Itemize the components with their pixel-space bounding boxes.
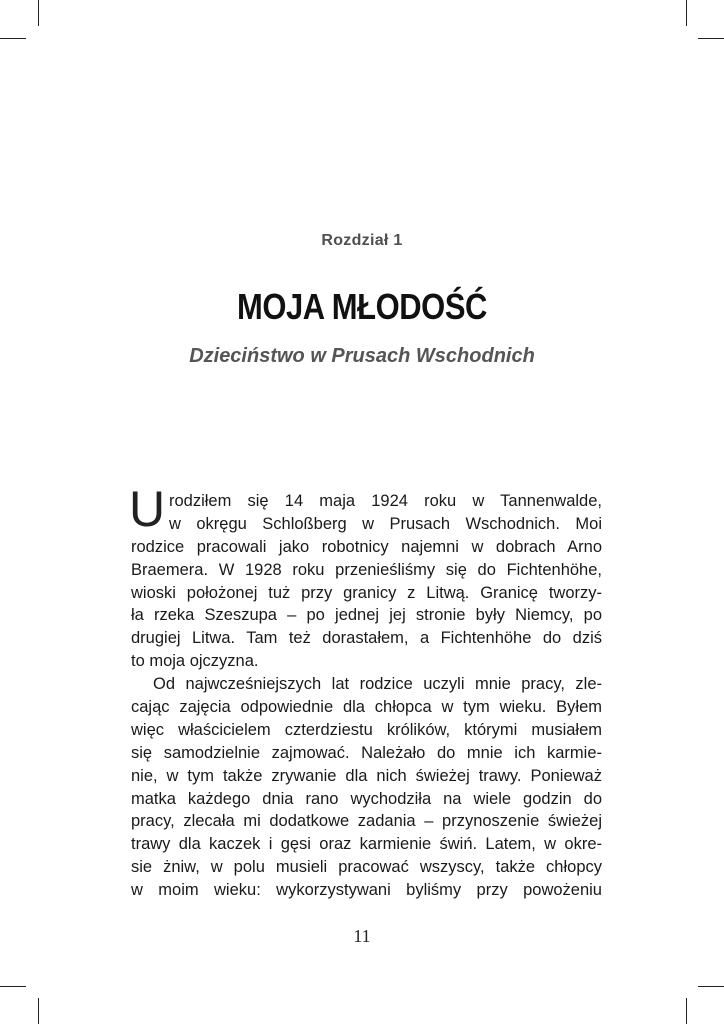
text-line: wioski położonej tuż przy granicy z Litwą. Granicę tworzy-: [131, 583, 602, 602]
text-line: nie, w tym także zrywanie dla nich świeżej trawy. Ponieważ: [131, 766, 602, 785]
text-line: matka każdego dnia rano wychodziła na wiele godzin do: [131, 789, 602, 808]
text-line: się samodzielnie zajmować. Należało do mnie ich karmie-: [131, 743, 602, 762]
text-line: drugiej Litwa. Tam też dorastałem, a Fichtenhöhe do dziś: [131, 629, 602, 648]
drop-cap: U: [129, 481, 166, 537]
text-line: trawy dla kaczek i gęsi oraz karmienie świń. Latem, w okre-: [131, 835, 602, 854]
text-line: więc właścicielem czterdziestu królików, którymi musiałem: [131, 720, 602, 739]
text-line: ła rzeka Szeszupa – po jednej jej stronie były Niemcy, po: [131, 606, 602, 625]
crop-mark-bottom-left-vertical: [38, 998, 39, 1024]
text-line: rodziłem się 14 maja 1924 roku w Tannenwalde,: [169, 492, 602, 510]
text-line: rodzice pracowali jako robotnicy najemni w dobrach Arno: [131, 537, 602, 556]
text-line: Braemera. W 1928 roku przenieśliśmy się do Fichtenhöhe,: [131, 560, 602, 579]
crop-mark-bottom-right-vertical: [686, 998, 687, 1024]
body-text: [129, 481, 602, 902]
chapter-label: Rozdział 1: [321, 232, 403, 249]
chapter-title: MOJA MŁODOŚĆ: [237, 286, 487, 327]
text-line: to moja ojczyzna.: [131, 652, 259, 671]
crop-mark-bottom-right-horizontal: [698, 986, 724, 987]
text-line: w moim wieku: wykorzystywani byliśmy przy powożeniu: [131, 881, 602, 900]
chapter-subtitle: Dzieciństwo w Prusach Wschodnich: [189, 345, 535, 367]
text-line: sie żniw, w polu musieli pracować wszyscy, także chłopcy: [131, 858, 602, 877]
crop-mark-top-left-horizontal: [0, 38, 26, 39]
crop-mark-top-right-vertical: [686, 0, 687, 26]
crop-mark-bottom-left-horizontal: [0, 986, 26, 987]
text-line: w okręgu Schloßberg w Prusach Wschodnich. Moi: [169, 514, 602, 533]
text-line: Od najwcześniejszych lat rodzice uczyli mnie pracy, zle-: [153, 675, 602, 694]
page-number: 11: [353, 926, 371, 946]
crop-mark-top-right-horizontal: [698, 38, 724, 39]
text-line: cając zajęcia odpowiednie dla chłopca w tym wieku. Byłem: [131, 698, 602, 717]
crop-mark-top-left-vertical: [38, 0, 39, 26]
text-line: pracy, zlecała mi dodatkowe zadania – przynoszenie świeżej: [131, 812, 602, 831]
